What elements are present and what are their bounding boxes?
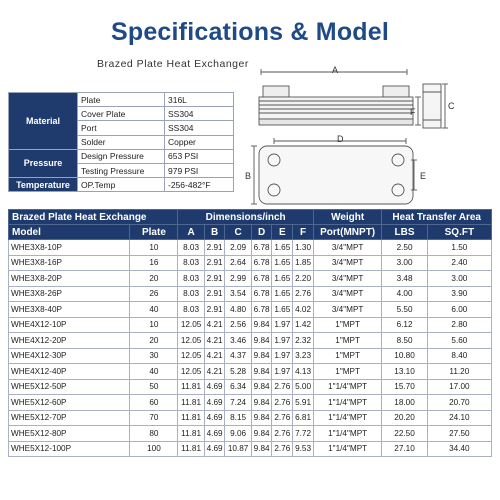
dimension-diagram xyxy=(244,62,494,207)
cell-dim-b: 4.21 xyxy=(204,317,225,333)
material-key: Testing Pressure xyxy=(78,163,165,177)
column-header: A xyxy=(178,225,204,240)
cell-dim-d: 9.84 xyxy=(251,379,272,395)
column-header: C xyxy=(225,225,251,240)
cell-area-sqft: 17.00 xyxy=(427,379,491,395)
cell-model: WHE4X12-20P xyxy=(9,333,130,349)
cell-plate: 40 xyxy=(130,364,178,380)
cell-dim-e: 1.65 xyxy=(272,240,293,256)
cell-dim-d: 9.84 xyxy=(251,395,272,411)
cell-dim-b: 2.91 xyxy=(204,255,225,271)
material-table xyxy=(8,92,234,192)
cell-dim-f: 1.85 xyxy=(293,255,314,271)
cell-dim-f: 9.53 xyxy=(293,441,314,457)
cell-port: 1"1/4"MPT xyxy=(313,410,382,426)
material-key: Port xyxy=(78,121,165,135)
cell-dim-d: 9.84 xyxy=(251,333,272,349)
cell-port: 1"1/4"MPT xyxy=(313,379,382,395)
cell-dim-e: 2.76 xyxy=(272,426,293,442)
cell-port: 3/4"MPT xyxy=(313,271,382,287)
cell-weight-lbs: 22.50 xyxy=(382,426,427,442)
cell-dim-f: 3.23 xyxy=(293,348,314,364)
material-key: OP.Temp xyxy=(78,178,165,192)
table-row xyxy=(9,271,492,287)
cell-model: WHE3X8-20P xyxy=(9,271,130,287)
table-row xyxy=(9,317,492,333)
cell-dim-c: 8.15 xyxy=(225,410,251,426)
cell-weight-lbs: 5.50 xyxy=(382,302,427,318)
cell-dim-b: 2.91 xyxy=(204,240,225,256)
cell-port: 1"MPT xyxy=(313,348,382,364)
material-value: -256-482°F xyxy=(165,178,234,192)
material-value: SS304 xyxy=(165,107,234,121)
table-row xyxy=(9,441,492,457)
column-header: Model xyxy=(9,225,130,240)
cell-dim-e: 1.65 xyxy=(272,255,293,271)
dimension-label-a: A xyxy=(332,65,339,75)
dimension-label-b: B xyxy=(245,171,252,181)
cell-model: WHE3X8-16P xyxy=(9,255,130,271)
cell-dim-b: 4.69 xyxy=(204,379,225,395)
side-view-drawing xyxy=(259,69,448,128)
material-value: 653 PSI xyxy=(165,149,234,163)
cell-dim-e: 1.65 xyxy=(272,286,293,302)
cell-weight-lbs: 20.20 xyxy=(382,410,427,426)
cell-dim-e: 1.97 xyxy=(272,317,293,333)
cell-dim-c: 2.09 xyxy=(225,240,251,256)
column-header: B xyxy=(204,225,225,240)
cell-dim-f: 5.00 xyxy=(293,379,314,395)
cell-model: WHE4X12-10P xyxy=(9,317,130,333)
cell-model: WHE5X12-100P xyxy=(9,441,130,457)
table-row xyxy=(9,426,492,442)
cell-dim-b: 4.69 xyxy=(204,441,225,457)
cell-dim-c: 5.28 xyxy=(225,364,251,380)
cell-dim-e: 2.76 xyxy=(272,395,293,411)
cell-dim-b: 2.91 xyxy=(204,271,225,287)
column-header: Port(MNPT) xyxy=(313,225,382,240)
cell-dim-e: 1.97 xyxy=(272,364,293,380)
cell-model: WHE5X12-50P xyxy=(9,379,130,395)
material-key: Solder xyxy=(78,135,165,149)
weight-header: Weight xyxy=(313,210,382,225)
material-value: SS304 xyxy=(165,121,234,135)
cell-dim-a: 12.05 xyxy=(178,364,204,380)
cell-dim-a: 8.03 xyxy=(178,255,204,271)
dimension-label-f: F xyxy=(410,107,416,117)
table-row xyxy=(9,395,492,411)
cell-dim-a: 11.81 xyxy=(178,441,204,457)
cell-area-sqft: 34.40 xyxy=(427,441,491,457)
cell-area-sqft: 1.50 xyxy=(427,240,491,256)
material-value: 979 PSI xyxy=(165,163,234,177)
cell-port: 1"MPT xyxy=(313,364,382,380)
cell-area-sqft: 3.90 xyxy=(427,286,491,302)
cell-port: 1"1/4"MPT xyxy=(313,441,382,457)
cell-weight-lbs: 3.48 xyxy=(382,271,427,287)
cell-dim-d: 6.78 xyxy=(251,240,272,256)
dimension-label-e: E xyxy=(420,171,427,181)
cell-dim-a: 11.81 xyxy=(178,410,204,426)
material-key: Design Pressure xyxy=(78,149,165,163)
cell-dim-a: 11.81 xyxy=(178,426,204,442)
cell-dim-f: 2.32 xyxy=(293,333,314,349)
cell-dim-a: 8.03 xyxy=(178,271,204,287)
cell-dim-d: 9.84 xyxy=(251,410,272,426)
temperature-category: Temperature xyxy=(9,178,78,192)
page-title: Specifications & Model xyxy=(110,18,390,46)
specification-table xyxy=(8,209,492,457)
cell-dim-b: 4.21 xyxy=(204,348,225,364)
cell-weight-lbs: 18.00 xyxy=(382,395,427,411)
dimension-label-c: C xyxy=(448,101,455,111)
cell-dim-e: 1.65 xyxy=(272,271,293,287)
material-value: 316L xyxy=(165,93,234,107)
cell-port: 1"MPT xyxy=(313,333,382,349)
column-header: SQ.FT xyxy=(427,225,491,240)
cell-dim-f: 4.13 xyxy=(293,364,314,380)
cell-port: 1"1/4"MPT xyxy=(313,426,382,442)
material-key: Plate xyxy=(78,93,165,107)
cell-dim-d: 9.84 xyxy=(251,317,272,333)
cell-dim-c: 2.56 xyxy=(225,317,251,333)
cell-dim-b: 4.21 xyxy=(204,364,225,380)
cell-dim-a: 12.05 xyxy=(178,333,204,349)
table-row xyxy=(9,348,492,364)
table-row xyxy=(9,333,492,349)
cell-dim-b: 4.69 xyxy=(204,395,225,411)
cell-port: 3/4"MPT xyxy=(313,302,382,318)
cell-dim-e: 2.76 xyxy=(272,441,293,457)
cell-port: 1"MPT xyxy=(313,317,382,333)
cell-dim-a: 8.03 xyxy=(178,240,204,256)
cell-dim-a: 12.05 xyxy=(178,317,204,333)
cell-dim-b: 4.69 xyxy=(204,410,225,426)
column-header: LBS xyxy=(382,225,427,240)
cell-dim-c: 3.46 xyxy=(225,333,251,349)
cell-dim-f: 2.20 xyxy=(293,271,314,287)
cell-plate: 30 xyxy=(130,348,178,364)
material-category: Material xyxy=(9,93,78,150)
cell-weight-lbs: 10.80 xyxy=(382,348,427,364)
cell-dim-c: 2.64 xyxy=(225,255,251,271)
cell-dim-d: 6.78 xyxy=(251,255,272,271)
cell-port: 3/4"MPT xyxy=(313,286,382,302)
top-view-drawing xyxy=(251,138,417,204)
cell-plate: 80 xyxy=(130,426,178,442)
cell-port: 3/4"MPT xyxy=(313,255,382,271)
cell-area-sqft: 2.80 xyxy=(427,317,491,333)
cell-weight-lbs: 4.00 xyxy=(382,286,427,302)
cell-plate: 10 xyxy=(130,240,178,256)
model-group-header: Brazed Plate Heat Exchange xyxy=(9,210,178,225)
column-header: F xyxy=(293,225,314,240)
cell-model: WHE3X8-40P xyxy=(9,302,130,318)
cell-dim-a: 8.03 xyxy=(178,302,204,318)
cell-dim-f: 5.91 xyxy=(293,395,314,411)
cell-weight-lbs: 3.00 xyxy=(382,255,427,271)
cell-plate: 100 xyxy=(130,441,178,457)
cell-area-sqft: 5.60 xyxy=(427,333,491,349)
cell-dim-c: 3.54 xyxy=(225,286,251,302)
page-subtitle: Brazed Plate Heat Exchanger xyxy=(97,58,249,70)
cell-model: WHE4X12-30P xyxy=(9,348,130,364)
cell-plate: 40 xyxy=(130,302,178,318)
cell-port: 1"1/4"MPT xyxy=(313,395,382,411)
cell-dim-d: 6.78 xyxy=(251,286,272,302)
cell-dim-f: 1.42 xyxy=(293,317,314,333)
cell-model: WHE3X8-10P xyxy=(9,240,130,256)
table-row xyxy=(9,302,492,318)
cell-dim-c: 9.06 xyxy=(225,426,251,442)
cell-dim-f: 2.76 xyxy=(293,286,314,302)
cell-weight-lbs: 27.10 xyxy=(382,441,427,457)
cell-area-sqft: 27.50 xyxy=(427,426,491,442)
table-row xyxy=(9,410,492,426)
cell-area-sqft: 6.00 xyxy=(427,302,491,318)
cell-dim-d: 9.84 xyxy=(251,441,272,457)
cell-weight-lbs: 15.70 xyxy=(382,379,427,395)
heat-transfer-header: Heat Transfer Area xyxy=(382,210,492,225)
cell-weight-lbs: 2.50 xyxy=(382,240,427,256)
cell-area-sqft: 8.40 xyxy=(427,348,491,364)
cell-dim-b: 2.91 xyxy=(204,286,225,302)
cell-model: WHE5X12-70P xyxy=(9,410,130,426)
cell-dim-f: 7.72 xyxy=(293,426,314,442)
cell-area-sqft: 20.70 xyxy=(427,395,491,411)
dimensions-header: Dimensions/inch xyxy=(178,210,313,225)
material-value: Copper xyxy=(165,135,234,149)
cell-dim-f: 1.30 xyxy=(293,240,314,256)
cell-plate: 16 xyxy=(130,255,178,271)
cell-dim-d: 9.84 xyxy=(251,364,272,380)
cell-area-sqft: 2.40 xyxy=(427,255,491,271)
cell-dim-c: 2.99 xyxy=(225,271,251,287)
cell-dim-e: 2.76 xyxy=(272,379,293,395)
cell-dim-d: 9.84 xyxy=(251,348,272,364)
column-header: Plate xyxy=(130,225,178,240)
cell-dim-b: 4.21 xyxy=(204,333,225,349)
table-row xyxy=(9,364,492,380)
cell-plate: 70 xyxy=(130,410,178,426)
pressure-category: Pressure xyxy=(9,149,78,177)
cell-area-sqft: 24.10 xyxy=(427,410,491,426)
cell-dim-e: 1.97 xyxy=(272,348,293,364)
material-key: Cover Plate xyxy=(78,107,165,121)
cell-dim-d: 6.78 xyxy=(251,302,272,318)
dimension-label-d: D xyxy=(337,134,344,144)
cell-plate: 26 xyxy=(130,286,178,302)
cell-weight-lbs: 6.12 xyxy=(382,317,427,333)
cell-dim-b: 2.91 xyxy=(204,302,225,318)
cell-weight-lbs: 8.50 xyxy=(382,333,427,349)
cell-dim-c: 7.24 xyxy=(225,395,251,411)
cell-plate: 20 xyxy=(130,271,178,287)
table-row xyxy=(9,255,492,271)
cell-dim-d: 6.78 xyxy=(251,271,272,287)
cell-dim-c: 10.87 xyxy=(225,441,251,457)
cell-area-sqft: 3.00 xyxy=(427,271,491,287)
cell-plate: 20 xyxy=(130,333,178,349)
cell-weight-lbs: 13.10 xyxy=(382,364,427,380)
cell-dim-c: 4.37 xyxy=(225,348,251,364)
cell-dim-a: 11.81 xyxy=(178,395,204,411)
column-header: D xyxy=(251,225,272,240)
cell-plate: 60 xyxy=(130,395,178,411)
cell-dim-b: 4.69 xyxy=(204,426,225,442)
cell-dim-e: 2.76 xyxy=(272,410,293,426)
table-row xyxy=(9,379,492,395)
cell-dim-e: 1.97 xyxy=(272,333,293,349)
cell-dim-e: 1.65 xyxy=(272,302,293,318)
table-row xyxy=(9,286,492,302)
cell-dim-f: 4.02 xyxy=(293,302,314,318)
cell-area-sqft: 11.20 xyxy=(427,364,491,380)
table-row xyxy=(9,240,492,256)
cell-dim-c: 4.80 xyxy=(225,302,251,318)
cell-model: WHE5X12-80P xyxy=(9,426,130,442)
cell-plate: 50 xyxy=(130,379,178,395)
cell-dim-d: 9.84 xyxy=(251,426,272,442)
cell-dim-c: 6.34 xyxy=(225,379,251,395)
cell-model: WHE4X12-40P xyxy=(9,364,130,380)
cell-dim-f: 6.81 xyxy=(293,410,314,426)
column-header: E xyxy=(272,225,293,240)
cell-port: 3/4"MPT xyxy=(313,240,382,256)
cell-model: WHE5X12-60P xyxy=(9,395,130,411)
cell-dim-a: 8.03 xyxy=(178,286,204,302)
cell-plate: 10 xyxy=(130,317,178,333)
cell-dim-a: 12.05 xyxy=(178,348,204,364)
cell-model: WHE3X8-26P xyxy=(9,286,130,302)
cell-dim-a: 11.81 xyxy=(178,379,204,395)
